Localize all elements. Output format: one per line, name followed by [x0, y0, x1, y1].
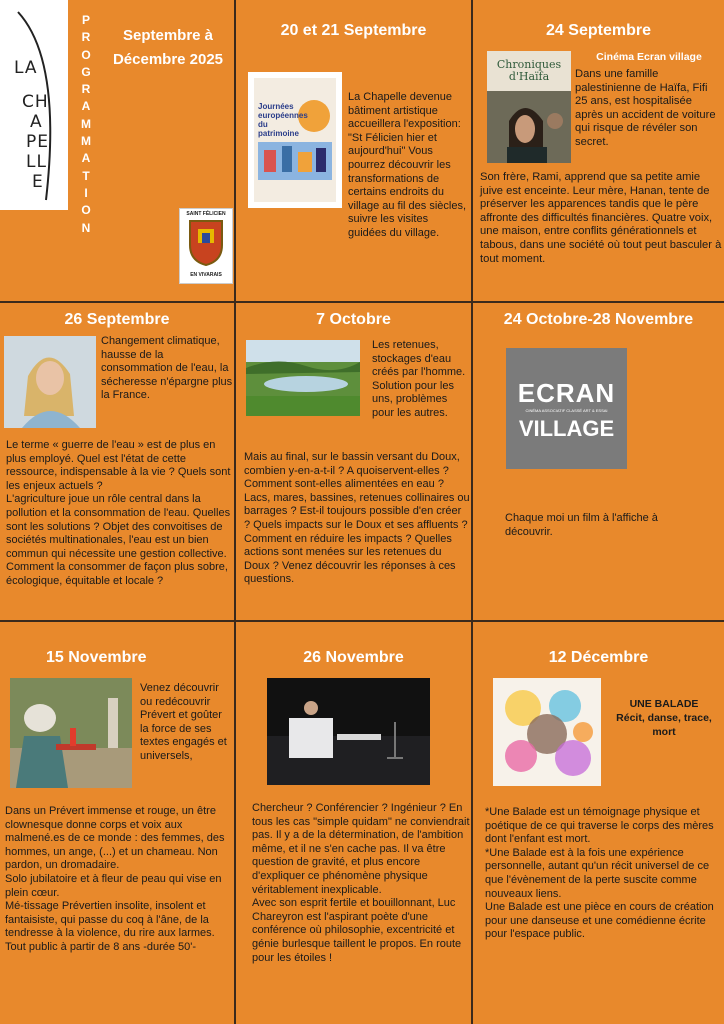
heritage-poster: [248, 72, 342, 208]
poster-title: Chroniques d'Haïfa: [496, 58, 562, 83]
event-description: *Une Balade est un témoignage physique et poétique de ce qui traverse le corps des mères dont l'enfant est mort. *Une Balade est à la fois une expérience personnelle, autant qu'un récit universel de ce que l'évènement de la perte suscite comme nouveaux liens. Une Balade est une pièce en cours de création pour une danseuse et une comédienne écrite pour l'espace public.: [485, 806, 714, 941]
event-date: 24 Septembre: [546, 22, 651, 39]
poster-portrait-icon: [487, 51, 571, 163]
event-date: 26 Novembre: [303, 649, 404, 666]
vertical-title-letter: P: [81, 13, 90, 27]
event-intro: Changement climatique, hausse de la consommation de l'eau, la sécheresse n'épargne plus la France.: [101, 335, 233, 402]
event-cell-26-nov: [236, 622, 471, 1024]
vertical-title-letter: R: [81, 82, 91, 97]
logo-line: PE: [26, 132, 49, 152]
event-cell-24-oct-28-nov: [473, 303, 724, 620]
vertical-title-letter: T: [82, 168, 90, 183]
crest: [179, 208, 233, 284]
poster-title: Journées européennes du patrimoine: [258, 102, 308, 138]
la-chapelle-logo: [0, 0, 68, 210]
period-title: Septembre à Décembre 2025: [112, 27, 224, 68]
logo-line: E: [32, 172, 44, 192]
event-description: La Chapelle devenue bâtiment artistique accueillera l'exposition: "St Félicien hier et aujourd'hui" Vous pourrez découvrir les transformations de certains endroits du village au fil des siècles, suivre les visites guidées du village.: [348, 91, 467, 239]
event-cell-12-dec: [473, 622, 724, 1024]
speaker-photo: [4, 336, 96, 428]
vertical-title-letter: M: [81, 134, 91, 149]
vertical-title-letter: M: [81, 116, 91, 131]
logo-word-bottom: VILLAGE: [518, 416, 615, 441]
event-description: Dans un Prévert immense et rouge, un être clownesque donne corps et voix aux malmené.es de ce monde : des femmes, des hommes, un ange, (...) et un chameau. Non pardon, un dromadaire. Solo jubilatoire et à fleur de peau qui vise en plein cœur. Mé-tissage Prévertien insolite, insolent et fantaisiste, qui passe du coq à l'âne, de la tendresse à la violence, du rire aux larmes. Tout public à partir de 8 ans -durée 50'-: [5, 805, 225, 953]
film-poster: [487, 51, 571, 163]
header-cell: [0, 0, 234, 301]
event-date: 15 Novembre: [46, 649, 147, 666]
event-description: Chercheur ? Conférencier ? Ingénieur ? En tous les cas "simple quidam" ne conviendrait pas. Il y a de la détermination, de l'ambition même, et il ne s'en cache pas. Il va être question de gravité, et plus encore d'expliquer ce phénomène physique véritablement inexplicable. Avec son esprit fertile et bouillonnant, Luc Chareyron est l'aspirant poète d'une conférence où philosophie, excentricité et génie burlesque taillent le propos. En route pour les étoiles !: [252, 802, 470, 964]
clown-performer-icon: [10, 678, 132, 788]
crest-top-label: SAINT FÉLICIEN: [186, 211, 226, 217]
event-cell-15-nov: [0, 622, 234, 1024]
event-cell-7-oct: [236, 303, 471, 620]
vertical-title-letter: G: [81, 64, 91, 79]
ecran-village-logo: [506, 348, 627, 469]
event-description: Chaque moi un film à l'affiche à découvrir.: [505, 512, 658, 538]
stage-performer-icon: [267, 678, 430, 785]
logo-line: CH: [22, 92, 49, 112]
event-description: Mais au final, sur le bassin versant du Doux, combien y-en-a-t-il ? A quoiservent-elles ? Comment sont-elles alimentées en eau ? Lacs, mares, bassines, retenues collinaires ou barrages ? Est-il toujours possible d'en créer ? Quels impacts sur le Doux et ses affluents ? Comment en réduire les impacts ? Quelles actions sont menées sur les retenues du Doux ? Venez découvrir les réponses à ces questions.: [244, 451, 470, 586]
event-date: 12 Décembre: [548, 649, 649, 666]
crest-bottom-label: EN VIVARAIS: [190, 272, 222, 278]
vertical-title-letter: O: [81, 47, 91, 62]
event-description: Dans une famille palestinienne de Haïfa, Fifi 25 ans, est hospitalisée après un accident de voiture qui risque de révéler son secret.: [575, 68, 716, 148]
event-date: 24 Octobre-28 Novembre: [503, 311, 694, 328]
performer-photo: [10, 678, 132, 788]
logo-line: LA: [14, 58, 38, 78]
event-cell-20-21-sept: [236, 0, 471, 301]
event-subtitle: Cinéma Ecran village: [596, 51, 702, 63]
event-cell-26-sept: [0, 303, 234, 620]
artwork-image: [493, 678, 601, 786]
event-description: Le terme « guerre de l'eau » est de plus en plus employé. Quel est l'état de cette ressource, indispensable à la vie ? Quels sont les enjeux actuels ? L'agriculture joue un rôle central dans la pollution et la consommation de l'eau. Quelles sont les solutions ? Objet des convoitises de sociétés multinationales, l'eau est un bien commun qui nécessite une gestion collective. Comment la consommer de façon plus sobre, écologique, équitable et locale ?: [6, 439, 231, 587]
event-description-continued: Son frère, Rami, apprend que sa petite amie juive est enceinte. Leur mère, Hanan, tente de préserver les apparences tandis que le père affronte des difficultés financières. Quatre voix, une maison, entre conflits générationnels et tabous, dans une société où tout peut basculer à tout moment.: [480, 171, 722, 265]
event-date: 20 et 21 Septembre: [280, 22, 427, 39]
watercolor-artwork-icon: [493, 678, 601, 786]
logo-line: LL: [26, 152, 47, 172]
vertical-title-letter: A: [81, 151, 91, 166]
vertical-title-letter: I: [84, 185, 88, 200]
logo-word-top: ECRAN: [517, 378, 616, 408]
event-title: UNE BALADE: [629, 698, 699, 710]
vertical-title-letter: O: [81, 203, 91, 218]
coat-of-arms-icon: [180, 217, 232, 267]
reservoir-photo: [246, 340, 360, 416]
stage-photo: [267, 678, 430, 785]
vertical-title: [80, 12, 92, 237]
portrait-woman-icon: [4, 336, 96, 428]
logo-tagline: CINÉMA ASSOCIATIF CLASSÉ ART & ESSAI: [525, 408, 608, 413]
vertical-title-letter: R: [81, 30, 91, 45]
poster-illustration-icon: [248, 72, 342, 208]
event-intro: Les retenues, stockages d'eau créés par l'homme. Solution pour les uns, problèmes pour les autres.: [372, 339, 466, 419]
event-cell-24-sept: [473, 0, 724, 301]
vertical-title-letter: N: [81, 220, 91, 235]
logo-line: A: [30, 112, 43, 132]
event-intro: Venez découvrir ou redécouvrir Prévert et goûter la force de ses textes engagés et universels,: [140, 682, 227, 762]
vertical-title-letter: A: [81, 99, 91, 114]
landscape-pond-icon: [246, 340, 360, 416]
event-date: 26 Septembre: [64, 311, 170, 328]
event-subtitle: Récit, danse, trace, mort: [616, 712, 712, 738]
event-date: 7 Octobre: [316, 311, 391, 328]
